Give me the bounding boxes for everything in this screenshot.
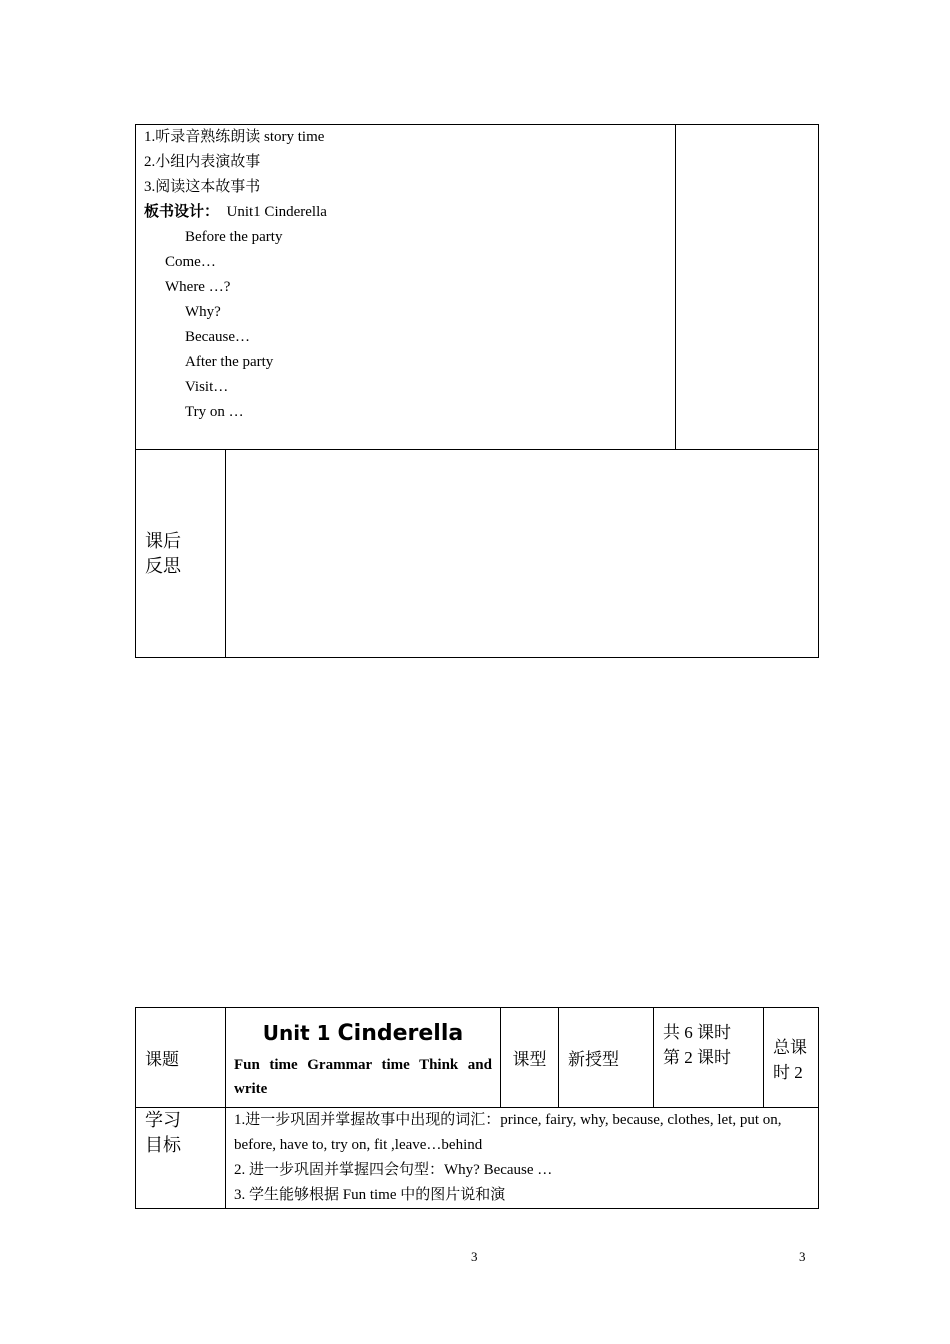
lesson-plan-table xyxy=(135,1007,819,1209)
side-note-cell xyxy=(676,125,819,450)
reflection-label-cell xyxy=(136,450,226,658)
board-line: After the party xyxy=(185,354,274,370)
page-number-right: 3 xyxy=(799,1249,806,1264)
reflection-label: 课后 xyxy=(145,530,181,551)
topic-label-cell xyxy=(136,1008,226,1108)
total-hours: 总课时 2 xyxy=(773,1037,807,1082)
homework-board-cell xyxy=(136,125,676,450)
topic-title-cell xyxy=(226,1008,501,1108)
lessons-total: 共 6 课时 xyxy=(663,1023,731,1042)
topic-label: 课题 xyxy=(145,1050,179,1069)
goal-item: 2. 进一步巩固并掌握四会句型：Why? Because … xyxy=(234,1162,553,1178)
goals-content-cell xyxy=(226,1108,819,1209)
type-value-cell xyxy=(559,1008,654,1108)
reflection-label: 反思 xyxy=(145,555,181,576)
board-line: Visit… xyxy=(185,379,229,395)
board-design-heading xyxy=(144,200,667,225)
goal-item: 1.进一步巩固并掌握故事中出现的词汇：prince, fairy, why, because, clothes, let, put on, before, have to, try on, fit ,leave…behind xyxy=(234,1112,782,1153)
lesson-subtitle: Fun time Grammar time Think and write xyxy=(234,1057,492,1097)
reflection-content-cell xyxy=(226,450,819,658)
type-label-cell xyxy=(501,1008,559,1108)
type-label: 课型 xyxy=(512,1050,547,1069)
lesson-table-continued xyxy=(135,124,819,658)
board-design-title: Unit1 Cinderella xyxy=(226,204,327,220)
goals-label: 学习 xyxy=(145,1110,181,1130)
total-hours-cell xyxy=(764,1008,819,1108)
board-design-label: 板书设计： xyxy=(144,204,220,220)
goal-item: 3. 学生能够根据 Fun time 中的图片说和演 xyxy=(234,1187,506,1203)
page-number-center: 3 xyxy=(471,1249,478,1264)
lesson-current: 第 2 课时 xyxy=(663,1048,731,1067)
board-line: Because… xyxy=(185,329,250,345)
homework-item: 3.阅读这本故事书 xyxy=(144,179,261,195)
type-value: 新授型 xyxy=(568,1050,619,1069)
homework-item: 2.小组内表演故事 xyxy=(144,154,261,170)
lesson-count-cell xyxy=(654,1008,764,1108)
board-line: Try on … xyxy=(185,404,244,420)
unit-title: Unit 1 Cinderella xyxy=(262,1021,464,1046)
homework-item: 1.听录音熟练朗读 story time xyxy=(144,129,325,145)
goals-label-cell xyxy=(136,1108,226,1209)
board-line: Where …? xyxy=(165,279,231,295)
board-line: Why? xyxy=(185,304,221,320)
board-line: Before the party xyxy=(185,229,283,245)
board-line: Come… xyxy=(165,254,216,270)
goals-label: 目标 xyxy=(145,1135,181,1155)
